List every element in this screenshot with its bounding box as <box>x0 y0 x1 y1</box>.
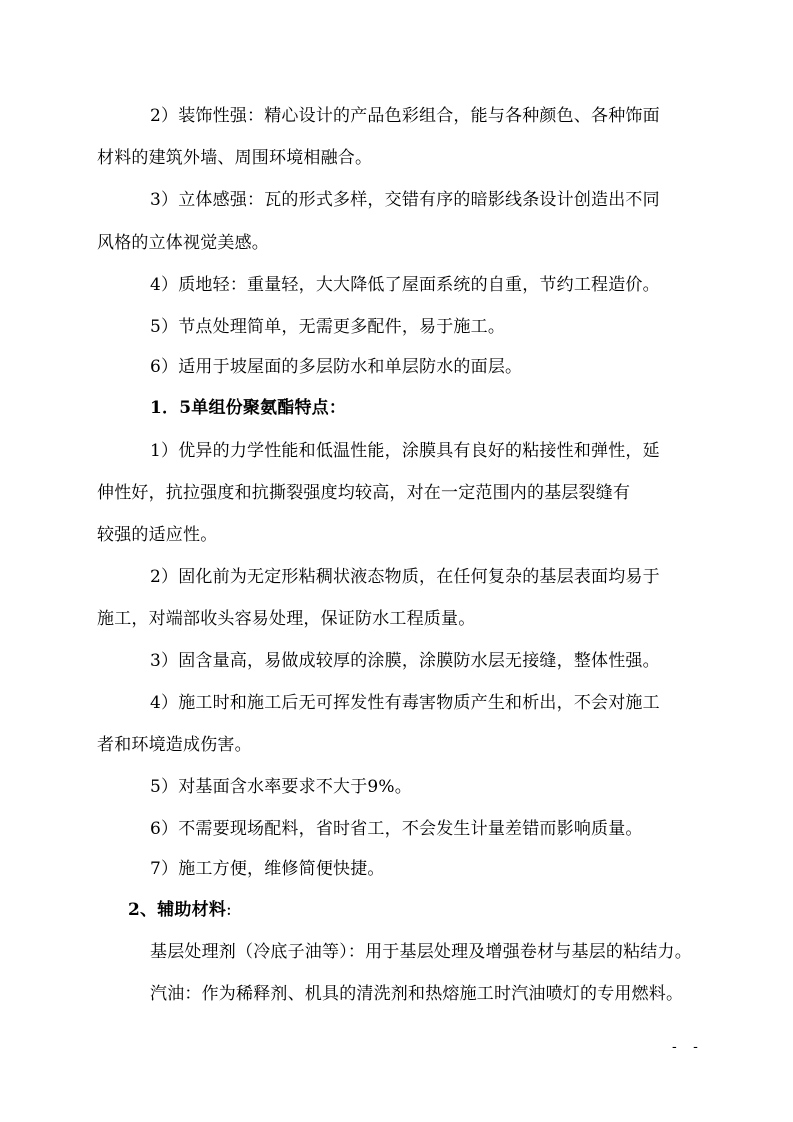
text-line: 7）施工方便，维修简便快捷。 <box>150 859 385 879</box>
text-line: 6）适用于坡屋面的多层防水和单层防水的面层。 <box>150 357 523 377</box>
section-heading: 1．5单组份聚氨酯特点： <box>150 398 347 418</box>
text-line: 者和环境造成伤害。 <box>97 735 252 755</box>
text-line: 2）装饰性强：精心设计的产品色彩组合，能与各种颜色、各种饰面 <box>150 106 660 126</box>
section-heading <box>128 899 232 921</box>
text-line: 5）对基面含水率要求不大于9%。 <box>150 777 412 797</box>
text-line: 2）固化前为无定形粘稠状液态物质，在任何复杂的基层表面均易于 <box>150 567 660 587</box>
page-footer: - - <box>672 1039 704 1055</box>
text-line: 3）立体感强：瓦的形式多样，交错有序的暗影线条设计创造出不同 <box>150 190 660 210</box>
text-line: 3）固含量高，易做成较厚的涂膜，涂膜防水层无接缝，整体性强。 <box>150 651 660 671</box>
text-line: 汽油：作为稀释剂、机具的清洗剂和热熔施工时汽油喷灯的专用燃料。 <box>150 984 684 1004</box>
text-line: 基层处理剂（冷底子油等）：用于基层处理及增强卷材与基层的粘结力。 <box>150 942 692 962</box>
text-line: 施工，对端部收头容易处理，保证防水工程质量。 <box>97 609 476 629</box>
text-line: 1）优异的力学性能和低温性能，涂膜具有良好的粘接性和弹性，延 <box>150 441 660 461</box>
text-line: 5）节点处理简单，无需更多配件，易于施工。 <box>150 317 506 337</box>
text-line: 风格的立体视觉美感。 <box>97 233 269 253</box>
text-line: 伸性好，抗拉强度和抗撕裂强度均较高，对在一定范围内的基层裂缝有 <box>97 483 631 503</box>
text-line: 4）质地轻：重量轻，大大降低了屋面系统的自重，节约工程造价。 <box>150 275 660 295</box>
text-line: 6）不需要现场配料，省时省工，不会发生计量差错而影响质量。 <box>150 819 643 839</box>
heading-colon: : <box>226 900 232 920</box>
text-line: 较强的适应性。 <box>97 525 218 545</box>
text-line: 4）施工时和施工后无可挥发性有毒害物质产生和析出，不会对施工 <box>150 693 660 713</box>
text-line: 材料的建筑外墙、周围环境相融合。 <box>97 148 373 168</box>
heading-text: 2、辅助材料 <box>128 900 227 920</box>
